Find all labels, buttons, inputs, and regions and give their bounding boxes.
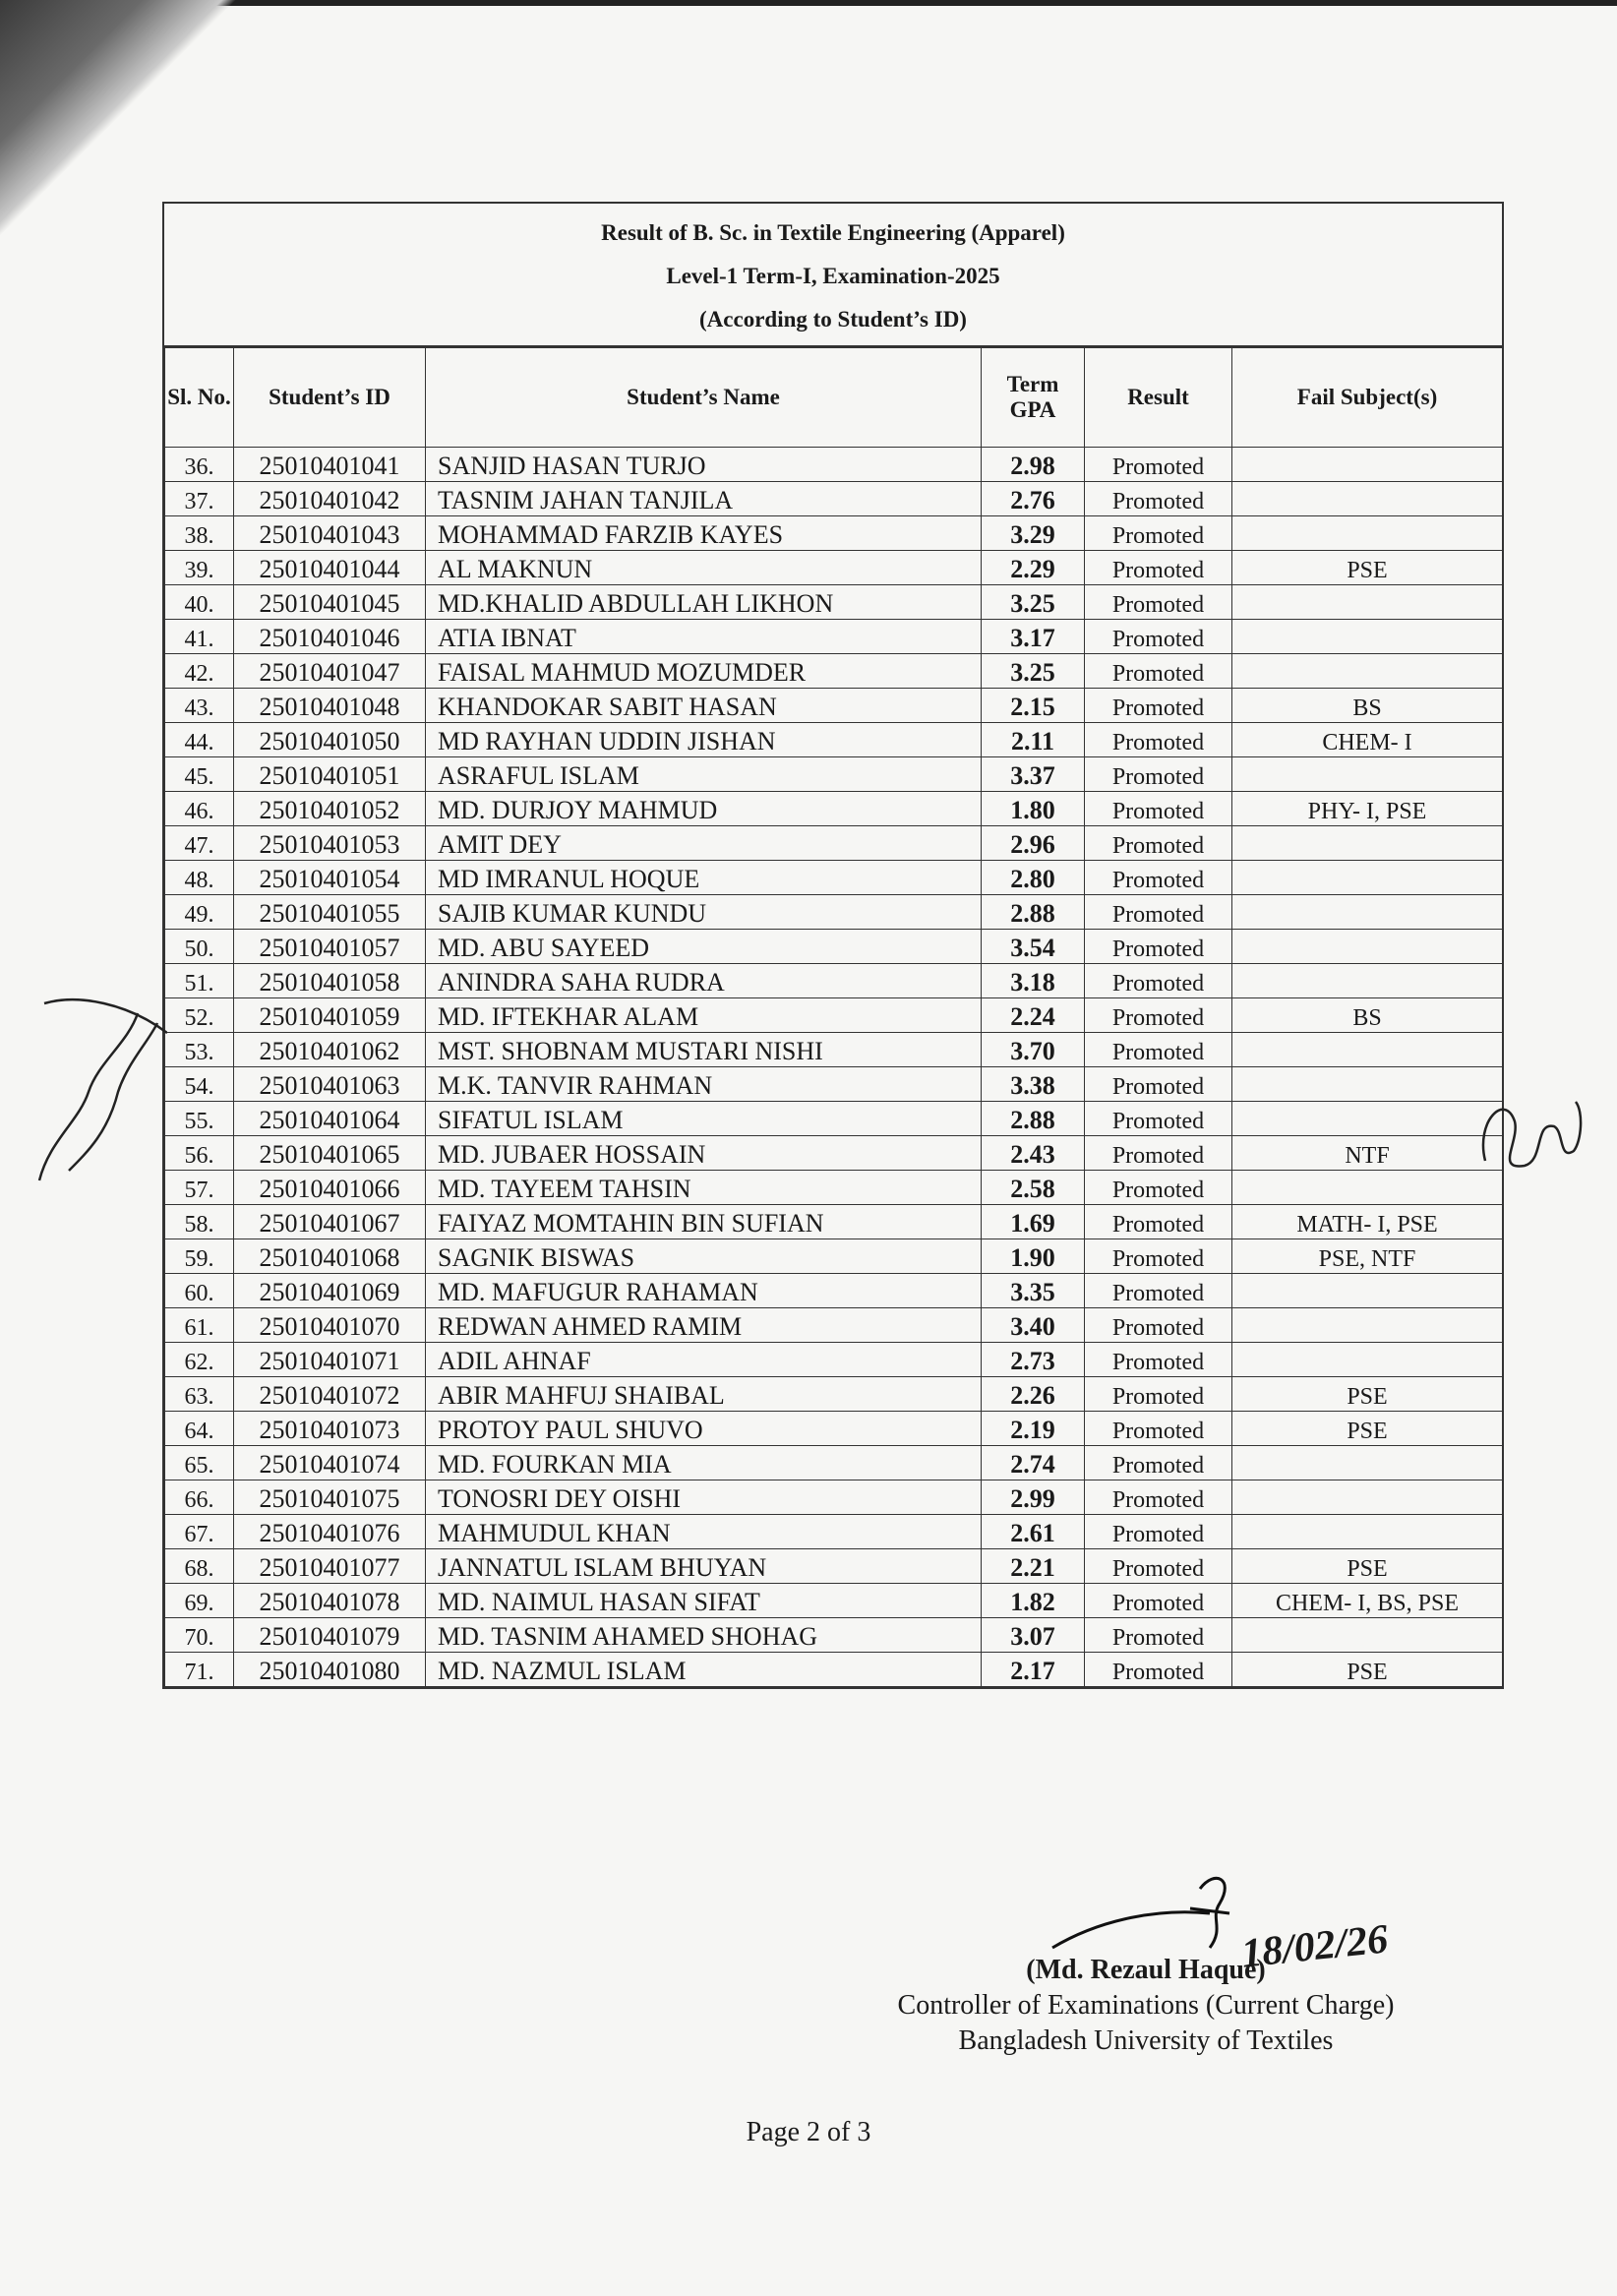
cell-result: Promoted <box>1085 723 1232 757</box>
cell-result: Promoted <box>1085 654 1232 689</box>
cell-name: MD. NAZMUL ISLAM <box>426 1653 982 1687</box>
cell-fail <box>1232 861 1503 895</box>
cell-result: Promoted <box>1085 448 1232 482</box>
cell-sl: 66. <box>165 1480 234 1515</box>
cell-id: 25010401073 <box>234 1412 426 1446</box>
cell-result: Promoted <box>1085 1205 1232 1239</box>
cell-sl: 52. <box>165 998 234 1033</box>
cell-fail <box>1232 654 1503 689</box>
cell-sl: 44. <box>165 723 234 757</box>
cell-id: 25010401054 <box>234 861 426 895</box>
table-row <box>165 792 1503 826</box>
col-header-sl: Sl. No. <box>165 348 234 448</box>
cell-fail <box>1232 1343 1503 1377</box>
cell-gpa: 2.11 <box>982 723 1085 757</box>
cell-gpa: 1.80 <box>982 792 1085 826</box>
cell-sl: 36. <box>165 448 234 482</box>
cell-id: 25010401042 <box>234 482 426 516</box>
cell-result: Promoted <box>1085 792 1232 826</box>
cell-gpa: 3.40 <box>982 1308 1085 1343</box>
cell-name: FAISAL MAHMUD MOZUMDER <box>426 654 982 689</box>
cell-result: Promoted <box>1085 1239 1232 1274</box>
table-row <box>165 689 1503 723</box>
table-row <box>165 895 1503 930</box>
cell-sl: 41. <box>165 620 234 654</box>
cell-result: Promoted <box>1085 1274 1232 1308</box>
cell-result: Promoted <box>1085 1446 1232 1480</box>
table-row <box>165 1584 1503 1618</box>
cell-name: SAGNIK BISWAS <box>426 1239 982 1274</box>
cell-id: 25010401076 <box>234 1515 426 1549</box>
table-row <box>165 448 1503 482</box>
cell-sl: 67. <box>165 1515 234 1549</box>
table-row <box>165 1102 1503 1136</box>
cell-result: Promoted <box>1085 1515 1232 1549</box>
table-header-row <box>165 348 1503 448</box>
cell-sl: 49. <box>165 895 234 930</box>
scan-top-edge <box>0 0 1617 6</box>
cell-gpa: 2.76 <box>982 482 1085 516</box>
cell-result: Promoted <box>1085 516 1232 551</box>
signatory-institution: Bangladesh University of Textiles <box>958 2025 1334 2056</box>
cell-gpa: 2.43 <box>982 1136 1085 1171</box>
table-row <box>165 482 1503 516</box>
table-row <box>165 1377 1503 1412</box>
cell-sl: 42. <box>165 654 234 689</box>
result-sheet <box>162 202 1504 1689</box>
cell-sl: 50. <box>165 930 234 964</box>
table-row <box>165 757 1503 792</box>
cell-name: ABIR MAHFUJ SHAIBAL <box>426 1377 982 1412</box>
cell-gpa: 3.25 <box>982 585 1085 620</box>
cell-fail: MATH- I, PSE <box>1232 1205 1503 1239</box>
cell-result: Promoted <box>1085 1308 1232 1343</box>
cell-sl: 40. <box>165 585 234 620</box>
cell-gpa: 3.07 <box>982 1618 1085 1653</box>
cell-sl: 54. <box>165 1067 234 1102</box>
table-row <box>165 654 1503 689</box>
cell-fail: PSE <box>1232 1412 1503 1446</box>
table-row <box>165 551 1503 585</box>
cell-fail <box>1232 448 1503 482</box>
cell-id: 25010401067 <box>234 1205 426 1239</box>
cell-id: 25010401079 <box>234 1618 426 1653</box>
cell-id: 25010401062 <box>234 1033 426 1067</box>
table-row <box>165 1067 1503 1102</box>
cell-id: 25010401063 <box>234 1067 426 1102</box>
cell-result: Promoted <box>1085 895 1232 930</box>
cell-fail <box>1232 1480 1503 1515</box>
cell-id: 25010401046 <box>234 620 426 654</box>
table-row <box>165 998 1503 1033</box>
cell-result: Promoted <box>1085 1480 1232 1515</box>
header-order-note: (According to Student’s ID) <box>699 307 967 332</box>
cell-name: JANNATUL ISLAM BHUYAN <box>426 1549 982 1584</box>
cell-sl: 39. <box>165 551 234 585</box>
cell-gpa: 2.73 <box>982 1343 1085 1377</box>
cell-gpa: 3.29 <box>982 516 1085 551</box>
cell-id: 25010401070 <box>234 1308 426 1343</box>
header-exam: Level-1 Term-I, Examination-2025 <box>666 264 1000 288</box>
cell-result: Promoted <box>1085 998 1232 1033</box>
cell-gpa: 2.15 <box>982 689 1085 723</box>
cell-gpa: 3.17 <box>982 620 1085 654</box>
cell-gpa: 2.88 <box>982 895 1085 930</box>
table-body <box>165 448 1503 1687</box>
cell-result: Promoted <box>1085 1584 1232 1618</box>
cell-name: MOHAMMAD FARZIB KAYES <box>426 516 982 551</box>
cell-result: Promoted <box>1085 1618 1232 1653</box>
cell-name: MD.KHALID ABDULLAH LIKHON <box>426 585 982 620</box>
cell-gpa: 3.37 <box>982 757 1085 792</box>
cell-id: 25010401064 <box>234 1102 426 1136</box>
cell-gpa: 3.25 <box>982 654 1085 689</box>
cell-id: 25010401052 <box>234 792 426 826</box>
cell-id: 25010401066 <box>234 1171 426 1205</box>
cell-gpa: 2.58 <box>982 1171 1085 1205</box>
cell-fail <box>1232 1515 1503 1549</box>
cell-id: 25010401051 <box>234 757 426 792</box>
cell-name: SAJIB KUMAR KUNDU <box>426 895 982 930</box>
cell-name: MD RAYHAN UDDIN JISHAN <box>426 723 982 757</box>
table-row <box>165 1033 1503 1067</box>
cell-name: M.K. TANVIR RAHMAN <box>426 1067 982 1102</box>
cell-id: 25010401065 <box>234 1136 426 1171</box>
col-header-fail: Fail Subject(s) <box>1232 348 1503 448</box>
cell-gpa: 3.35 <box>982 1274 1085 1308</box>
cell-id: 25010401069 <box>234 1274 426 1308</box>
cell-name: MD. NAIMUL HASAN SIFAT <box>426 1584 982 1618</box>
cell-gpa: 3.54 <box>982 930 1085 964</box>
cell-name: MD IMRANUL HOQUE <box>426 861 982 895</box>
cell-id: 25010401044 <box>234 551 426 585</box>
cell-sl: 61. <box>165 1308 234 1343</box>
cell-result: Promoted <box>1085 930 1232 964</box>
cell-id: 25010401045 <box>234 585 426 620</box>
cell-fail: BS <box>1232 998 1503 1033</box>
table-row <box>165 964 1503 998</box>
table-row <box>165 1618 1503 1653</box>
cell-result: Promoted <box>1085 1412 1232 1446</box>
cell-fail <box>1232 482 1503 516</box>
table-row <box>165 1412 1503 1446</box>
cell-name: ADIL AHNAF <box>426 1343 982 1377</box>
cell-fail: CHEM- I, BS, PSE <box>1232 1584 1503 1618</box>
right-margin-signature <box>1466 1082 1593 1190</box>
table-row <box>165 1480 1503 1515</box>
cell-sl: 68. <box>165 1549 234 1584</box>
cell-gpa: 3.38 <box>982 1067 1085 1102</box>
cell-fail <box>1232 1171 1503 1205</box>
cell-sl: 48. <box>165 861 234 895</box>
cell-gpa: 2.96 <box>982 826 1085 861</box>
cell-gpa: 2.29 <box>982 551 1085 585</box>
cell-fail <box>1232 757 1503 792</box>
cell-fail <box>1232 1067 1503 1102</box>
cell-fail <box>1232 516 1503 551</box>
cell-result: Promoted <box>1085 1343 1232 1377</box>
cell-sl: 70. <box>165 1618 234 1653</box>
col-header-gpa: Term GPA <box>982 348 1085 448</box>
cell-gpa: 2.80 <box>982 861 1085 895</box>
cell-fail: CHEM- I <box>1232 723 1503 757</box>
col-header-name: Student’s Name <box>426 348 982 448</box>
table-row <box>165 1343 1503 1377</box>
cell-name: MD. ABU SAYEED <box>426 930 982 964</box>
table-row <box>165 1205 1503 1239</box>
cell-id: 25010401057 <box>234 930 426 964</box>
cell-result: Promoted <box>1085 964 1232 998</box>
cell-fail: PSE <box>1232 1377 1503 1412</box>
cell-gpa: 3.18 <box>982 964 1085 998</box>
cell-fail <box>1232 964 1503 998</box>
cell-fail <box>1232 895 1503 930</box>
table-row <box>165 1653 1503 1687</box>
cell-name: MD. DURJOY MAHMUD <box>426 792 982 826</box>
table-row <box>165 620 1503 654</box>
cell-id: 25010401059 <box>234 998 426 1033</box>
cell-sl: 43. <box>165 689 234 723</box>
table-row <box>165 585 1503 620</box>
cell-result: Promoted <box>1085 826 1232 861</box>
cell-gpa: 2.61 <box>982 1515 1085 1549</box>
cell-sl: 60. <box>165 1274 234 1308</box>
cell-fail: PHY- I, PSE <box>1232 792 1503 826</box>
cell-id: 25010401048 <box>234 689 426 723</box>
cell-fail <box>1232 930 1503 964</box>
cell-id: 25010401078 <box>234 1584 426 1618</box>
cell-name: MD. JUBAER HOSSAIN <box>426 1136 982 1171</box>
cell-sl: 37. <box>165 482 234 516</box>
cell-sl: 51. <box>165 964 234 998</box>
cell-gpa: 2.19 <box>982 1412 1085 1446</box>
cell-gpa: 2.74 <box>982 1446 1085 1480</box>
cell-id: 25010401068 <box>234 1239 426 1274</box>
cell-result: Promoted <box>1085 1377 1232 1412</box>
cell-id: 25010401077 <box>234 1549 426 1584</box>
cell-sl: 59. <box>165 1239 234 1274</box>
cell-gpa: 2.21 <box>982 1549 1085 1584</box>
cell-gpa: 2.24 <box>982 998 1085 1033</box>
signatory-title: Controller of Examinations (Current Charge) <box>897 1990 1395 2021</box>
cell-result: Promoted <box>1085 861 1232 895</box>
cell-result: Promoted <box>1085 757 1232 792</box>
cell-sl: 57. <box>165 1171 234 1205</box>
cell-sl: 65. <box>165 1446 234 1480</box>
cell-gpa: 2.88 <box>982 1102 1085 1136</box>
cell-sl: 46. <box>165 792 234 826</box>
cell-result: Promoted <box>1085 1033 1232 1067</box>
cell-id: 25010401075 <box>234 1480 426 1515</box>
cell-result: Promoted <box>1085 1067 1232 1102</box>
table-row <box>165 930 1503 964</box>
table-row <box>165 1308 1503 1343</box>
col-header-id: Student’s ID <box>234 348 426 448</box>
table-row <box>165 1515 1503 1549</box>
cell-sl: 38. <box>165 516 234 551</box>
cell-sl: 45. <box>165 757 234 792</box>
table-row <box>165 861 1503 895</box>
table-row <box>165 826 1503 861</box>
table-row <box>165 1549 1503 1584</box>
cell-gpa: 1.82 <box>982 1584 1085 1618</box>
cell-fail <box>1232 826 1503 861</box>
cell-id: 25010401071 <box>234 1343 426 1377</box>
cell-name: PROTOY PAUL SHUVO <box>426 1412 982 1446</box>
header-title: Result of B. Sc. in Textile Engineering (Apparel) <box>601 220 1065 245</box>
cell-result: Promoted <box>1085 1549 1232 1584</box>
cell-gpa: 2.17 <box>982 1653 1085 1687</box>
cell-gpa: 2.98 <box>982 448 1085 482</box>
cell-result: Promoted <box>1085 1653 1232 1687</box>
cell-name: MD. TAYEEM TAHSIN <box>426 1171 982 1205</box>
cell-id: 25010401053 <box>234 826 426 861</box>
cell-fail <box>1232 1308 1503 1343</box>
cell-id: 25010401074 <box>234 1446 426 1480</box>
cell-sl: 58. <box>165 1205 234 1239</box>
cell-id: 25010401047 <box>234 654 426 689</box>
cell-gpa: 1.90 <box>982 1239 1085 1274</box>
cell-sl: 71. <box>165 1653 234 1687</box>
signatory-name: (Md. Rezaul Haque) <box>1026 1955 1266 1985</box>
cell-sl: 62. <box>165 1343 234 1377</box>
cell-name: SIFATUL ISLAM <box>426 1102 982 1136</box>
cell-fail: PSE <box>1232 1549 1503 1584</box>
cell-result: Promoted <box>1085 1136 1232 1171</box>
cell-gpa: 2.26 <box>982 1377 1085 1412</box>
cell-name: SANJID HASAN TURJO <box>426 448 982 482</box>
cell-name: MD. MAFUGUR RAHAMAN <box>426 1274 982 1308</box>
cell-fail <box>1232 1446 1503 1480</box>
cell-fail <box>1232 1102 1503 1136</box>
col-header-result: Result <box>1085 348 1232 448</box>
controller-signature <box>1043 1859 1259 1967</box>
folded-corner <box>0 0 236 236</box>
left-margin-signature <box>20 974 167 1200</box>
cell-sl: 55. <box>165 1102 234 1136</box>
cell-fail <box>1232 585 1503 620</box>
cell-name: AMIT DEY <box>426 826 982 861</box>
cell-name: MD. IFTEKHAR ALAM <box>426 998 982 1033</box>
page-number: Page 2 of 3 <box>746 2117 871 2147</box>
cell-gpa: 1.69 <box>982 1205 1085 1239</box>
sheet-header <box>164 204 1502 347</box>
cell-name: ANINDRA SAHA RUDRA <box>426 964 982 998</box>
cell-fail <box>1232 1033 1503 1067</box>
cell-id: 25010401043 <box>234 516 426 551</box>
cell-id: 25010401072 <box>234 1377 426 1412</box>
cell-gpa: 3.70 <box>982 1033 1085 1067</box>
cell-sl: 69. <box>165 1584 234 1618</box>
table-row <box>165 1446 1503 1480</box>
cell-sl: 63. <box>165 1377 234 1412</box>
cell-name: TONOSRI DEY OISHI <box>426 1480 982 1515</box>
table-row <box>165 723 1503 757</box>
cell-name: AL MAKNUN <box>426 551 982 585</box>
cell-fail: NTF <box>1232 1136 1503 1171</box>
cell-result: Promoted <box>1085 620 1232 654</box>
table-row <box>165 1274 1503 1308</box>
cell-name: MAHMUDUL KHAN <box>426 1515 982 1549</box>
signature-date: 18/02/26 <box>1239 1916 1391 1977</box>
table-row <box>165 1136 1503 1171</box>
result-table <box>164 347 1503 1687</box>
cell-result: Promoted <box>1085 585 1232 620</box>
cell-name: TASNIM JAHAN TANJILA <box>426 482 982 516</box>
cell-name: KHANDOKAR SABIT HASAN <box>426 689 982 723</box>
cell-fail: PSE, NTF <box>1232 1239 1503 1274</box>
table-row <box>165 1239 1503 1274</box>
cell-fail: PSE <box>1232 551 1503 585</box>
cell-name: MD. FOURKAN MIA <box>426 1446 982 1480</box>
cell-sl: 53. <box>165 1033 234 1067</box>
table-row <box>165 1171 1503 1205</box>
signature-block <box>846 1953 1446 2059</box>
cell-name: ATIA IBNAT <box>426 620 982 654</box>
cell-fail <box>1232 1274 1503 1308</box>
cell-result: Promoted <box>1085 1171 1232 1205</box>
cell-id: 25010401041 <box>234 448 426 482</box>
cell-fail: BS <box>1232 689 1503 723</box>
cell-id: 25010401055 <box>234 895 426 930</box>
cell-fail <box>1232 1618 1503 1653</box>
table-row <box>165 516 1503 551</box>
cell-name: REDWAN AHMED RAMIM <box>426 1308 982 1343</box>
cell-fail <box>1232 620 1503 654</box>
cell-sl: 56. <box>165 1136 234 1171</box>
cell-result: Promoted <box>1085 1102 1232 1136</box>
cell-sl: 47. <box>165 826 234 861</box>
cell-result: Promoted <box>1085 482 1232 516</box>
cell-result: Promoted <box>1085 689 1232 723</box>
cell-name: MST. SHOBNAM MUSTARI NISHI <box>426 1033 982 1067</box>
cell-id: 25010401058 <box>234 964 426 998</box>
cell-gpa: 2.99 <box>982 1480 1085 1515</box>
cell-id: 25010401050 <box>234 723 426 757</box>
cell-name: ASRAFUL ISLAM <box>426 757 982 792</box>
cell-sl: 64. <box>165 1412 234 1446</box>
cell-name: MD. TASNIM AHAMED SHOHAG <box>426 1618 982 1653</box>
cell-name: FAIYAZ MOMTAHIN BIN SUFIAN <box>426 1205 982 1239</box>
cell-id: 25010401080 <box>234 1653 426 1687</box>
cell-fail: PSE <box>1232 1653 1503 1687</box>
cell-result: Promoted <box>1085 551 1232 585</box>
